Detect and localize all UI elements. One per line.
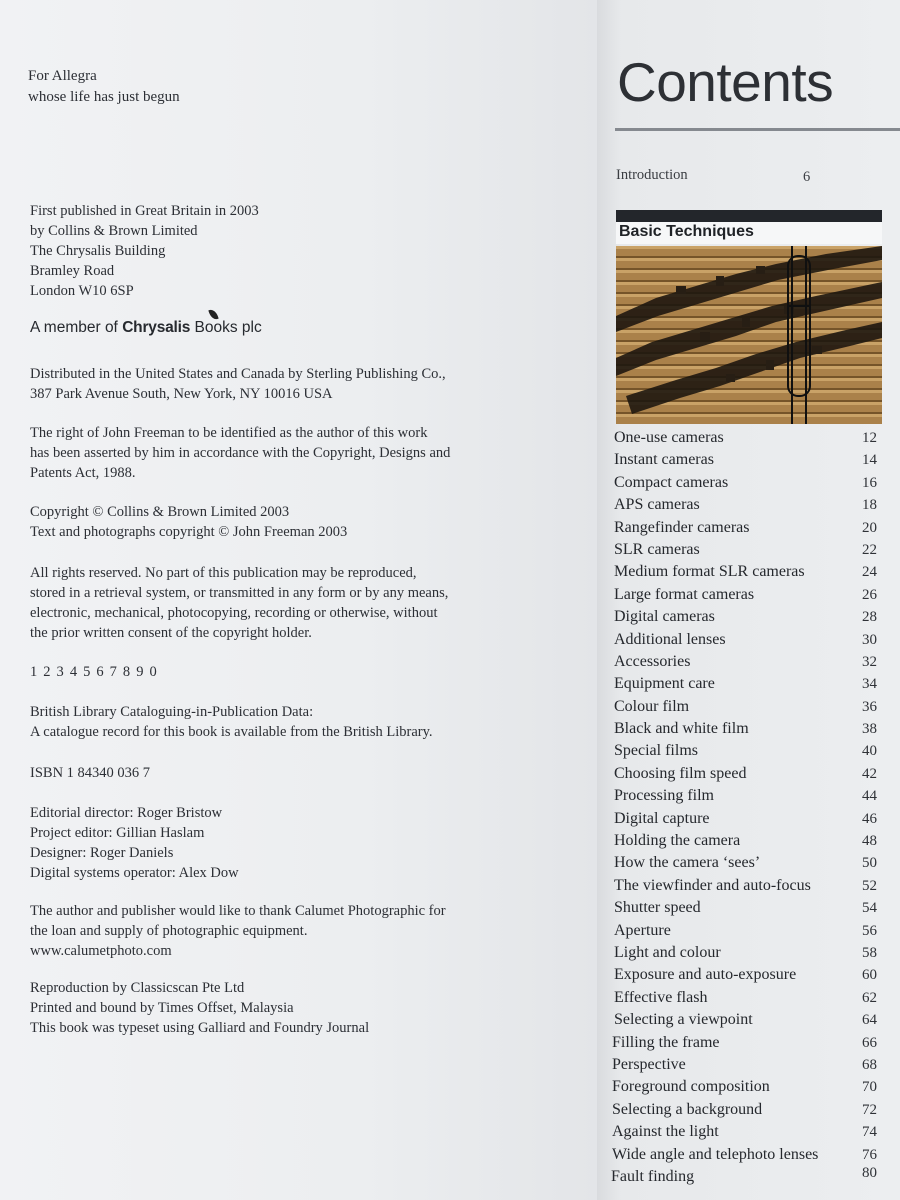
toc-entry [614, 653, 877, 675]
printing-line: This book was typeset using Galliard and Foundry Journal [30, 1020, 370, 1036]
toc-entry [614, 451, 877, 473]
toc-entry-title: Selecting a background [612, 1100, 763, 1118]
toc-entry-title: Additional lenses [614, 630, 726, 648]
toc-entry-page: 20 [862, 519, 877, 536]
introduction-page-number: 6 [803, 169, 811, 185]
toc-entry [614, 474, 877, 496]
table-of-contents [611, 429, 877, 1190]
toc-entry-title: Exposure and auto-exposure [614, 966, 797, 984]
cip-data [30, 702, 433, 742]
toc-entry-page: 18 [862, 497, 877, 514]
all-rights-reserved [30, 563, 448, 643]
toc-entry-page: 30 [862, 631, 877, 648]
publisher-line: by Collins & Brown Limited [30, 223, 198, 239]
toc-entry-page: 60 [862, 967, 877, 984]
toc-entry-page: 50 [862, 855, 877, 872]
toc-entry-page: 16 [862, 474, 877, 491]
contents-page [597, 0, 900, 1200]
website-url: www.calumetphoto.com [30, 943, 172, 959]
reserved-line: the prior written consent of the copyright holder. [30, 625, 312, 641]
toc-entry-title: Instant cameras [614, 451, 714, 469]
toc-entry [614, 832, 877, 854]
toc-entry [614, 563, 877, 585]
toc-entry-page: 76 [862, 1146, 877, 1163]
toc-entry-page: 64 [862, 1012, 877, 1029]
introduction-label: Introduction [616, 167, 688, 183]
credit-line: Digital systems operator: Alex Dow [30, 865, 239, 881]
toc-entry [614, 944, 877, 966]
dedication-line: whose life has just begun [28, 89, 180, 105]
author-rights-notice [30, 423, 450, 483]
cip-line: A catalogue record for this book is available from the British Library. [30, 724, 433, 740]
printing-line: Printed and bound by Times Offset, Malaysia [30, 1000, 294, 1016]
toc-entry-page: 46 [862, 810, 877, 827]
reserved-line: All rights reserved. No part of this publication may be reproduced, [30, 565, 417, 581]
toc-entry [614, 519, 877, 541]
publisher-address [30, 201, 259, 301]
member-suffix: Books plc [190, 319, 262, 336]
toc-entry [614, 966, 877, 988]
toc-entry-page: 28 [862, 609, 877, 626]
rights-line: has been asserted by him in accordance with the Copyright, Designs and [30, 445, 451, 461]
member-prefix: A member of [30, 319, 123, 336]
toc-entry [614, 742, 877, 764]
toc-entry [614, 1123, 877, 1145]
toc-entry-title: Processing film [614, 787, 714, 805]
toc-entry [614, 899, 877, 921]
toc-entry [614, 1034, 877, 1056]
toc-entry-title: APS cameras [614, 496, 700, 514]
section-photo [616, 246, 882, 424]
publisher-line: Bramley Road [30, 263, 115, 279]
toc-entry-title: Foreground composition [612, 1078, 770, 1096]
toc-entry-page: 74 [862, 1124, 877, 1141]
toc-entry-title: SLR cameras [614, 540, 700, 558]
section-header [616, 210, 882, 244]
distribution-notice [30, 364, 446, 404]
toc-entry-title: The viewfinder and auto-focus [614, 876, 811, 894]
toc-entry [614, 1056, 877, 1078]
toc-entry [614, 429, 877, 451]
toc-entry-page: 14 [862, 452, 877, 469]
credit-line: Editorial director: Roger Bristow [30, 805, 223, 821]
toc-entry-title: Large format cameras [614, 585, 755, 603]
credit-line: Project editor: Gillian Haslam [30, 825, 205, 841]
toc-entry-page: 66 [862, 1034, 877, 1051]
editorial-credits [30, 803, 239, 883]
acknowledgement [30, 901, 446, 961]
toc-entry [614, 989, 877, 1011]
copyright-line: Copyright © Collins & Brown Limited 2003 [30, 504, 290, 520]
toc-entry-page: 32 [862, 653, 877, 670]
rights-line: The right of John Freeman to be identified as the author of this work [30, 425, 428, 441]
printing-credits [30, 978, 369, 1038]
toc-entry-page: 52 [862, 877, 877, 894]
thanks-line: the loan and supply of photographic equipment. [30, 923, 308, 939]
printing-line: Reproduction by Classicscan Pte Ltd [30, 980, 245, 996]
publisher-group-logo [30, 319, 262, 337]
toc-entry-title: How the camera ‘sees’ [614, 854, 761, 872]
thanks-line: The author and publisher would like to thank Calumet Photographic for [30, 903, 446, 919]
toc-entry [614, 720, 877, 742]
toc-entry-title: Colour film [614, 697, 690, 715]
toc-entry [614, 922, 877, 944]
toc-entry-title: Effective flash [614, 988, 708, 1006]
dedication [28, 66, 180, 108]
printing-numbers: 1 2 3 4 5 6 7 8 9 0 [30, 664, 158, 680]
toc-entry-page: 54 [862, 900, 877, 917]
toc-entry [614, 787, 877, 809]
dedication-line: For Allegra [28, 68, 97, 84]
toc-entry-title: Selecting a viewpoint [614, 1011, 753, 1029]
toc-entry-title: Digital cameras [614, 608, 715, 626]
toc-entry [614, 1078, 877, 1100]
page-title: Contents [617, 51, 834, 113]
toc-entry-page: 56 [862, 922, 877, 939]
toc-entry-page: 12 [862, 430, 877, 446]
toc-entry-page: 42 [862, 765, 877, 782]
toc-entry-title: Fault finding [611, 1167, 695, 1185]
reserved-line: electronic, mechanical, photocopying, recording or otherwise, without [30, 605, 438, 621]
toc-entry-title: Perspective [612, 1055, 686, 1073]
toc-entry [614, 877, 877, 899]
toc-entry-title: Wide angle and telephoto lenses [612, 1145, 819, 1163]
toc-entry [614, 675, 877, 697]
publisher-line: London W10 6SP [30, 283, 134, 299]
copyright-line: Text and photographs copyright © John Freeman 2003 [30, 524, 348, 540]
reserved-line: stored in a retrieval system, or transmitted in any form or by any means, [30, 585, 449, 601]
section-title: Basic Techniques [619, 223, 754, 240]
toc-entry [614, 810, 877, 832]
toc-entry-title: Equipment care [614, 675, 715, 693]
toc-entry [614, 586, 877, 608]
toc-entry-page: 58 [862, 944, 877, 961]
toc-entry-page: 24 [862, 564, 877, 581]
distribution-line: Distributed in the United States and Canada by Sterling Publishing Co., [30, 366, 446, 382]
toc-entry-title: Special films [614, 742, 698, 760]
chrysalis-brand-text: Chrysalis [122, 319, 191, 336]
isbn: ISBN 1 84340 036 7 [30, 765, 151, 781]
toc-entry-page: 80 [862, 1164, 877, 1181]
rights-line: Patents Act, 1988. [30, 465, 136, 481]
toc-entry-page: 36 [862, 698, 877, 715]
publisher-line: First published in Great Britain in 2003 [30, 203, 259, 219]
toc-entry-page: 48 [862, 833, 877, 850]
publisher-line: The Chrysalis Building [30, 243, 166, 259]
chrysalis-brand [122, 319, 190, 336]
distribution-line: 387 Park Avenue South, New York, NY 10016 USA [30, 386, 333, 402]
cip-line: British Library Cataloguing-in-Publication Data: [30, 704, 314, 720]
toc-entry [614, 496, 877, 518]
toc-entry-title: Medium format SLR cameras [614, 563, 805, 581]
toc-entry-title: Compact cameras [614, 473, 729, 491]
toc-entry-page: 38 [862, 721, 877, 738]
toc-entry [614, 1101, 877, 1123]
toc-entry-page: 40 [862, 743, 877, 760]
toc-entry [614, 1146, 877, 1168]
toc-entry [614, 698, 877, 720]
toc-entry-title: Filling the frame [612, 1033, 720, 1051]
copyright-notice [30, 502, 347, 542]
toc-entry-page: 22 [862, 541, 877, 558]
toc-entry-page: 68 [862, 1056, 877, 1073]
toc-entry [614, 854, 877, 876]
toc-entry [614, 608, 877, 630]
toc-entry-title: Rangefinder cameras [614, 518, 750, 536]
toc-entry [614, 541, 877, 563]
section-header-bar [616, 210, 882, 222]
toc-entry-page: 34 [862, 676, 877, 693]
toc-entry-title: Light and colour [614, 943, 721, 961]
toc-entry [614, 1011, 877, 1033]
toc-entry [614, 631, 877, 653]
toc-entry [611, 1164, 877, 1190]
toc-entry-title: Digital capture [614, 809, 710, 827]
toc-entry-title: Holding the camera [614, 832, 741, 850]
toc-entry-title: Against the light [612, 1123, 719, 1141]
toc-entry [614, 765, 877, 787]
credit-line: Designer: Roger Daniels [30, 845, 174, 861]
toc-entry-title: Black and white film [614, 720, 749, 738]
toc-entry-title: One-use cameras [614, 429, 724, 446]
staircase-shadow-photo [616, 246, 882, 424]
toc-entry-title: Aperture [614, 921, 671, 939]
toc-entry-page: 70 [862, 1079, 877, 1096]
toc-entry-page: 44 [862, 788, 877, 805]
toc-entry-title: Shutter speed [614, 899, 701, 917]
toc-entry-title: Accessories [614, 652, 691, 670]
toc-entry-page: 62 [862, 989, 877, 1006]
toc-entry-title: Choosing film speed [614, 764, 747, 782]
title-divider [615, 128, 900, 131]
toc-entry-page: 72 [862, 1101, 877, 1118]
toc-entry-page: 26 [862, 586, 877, 603]
